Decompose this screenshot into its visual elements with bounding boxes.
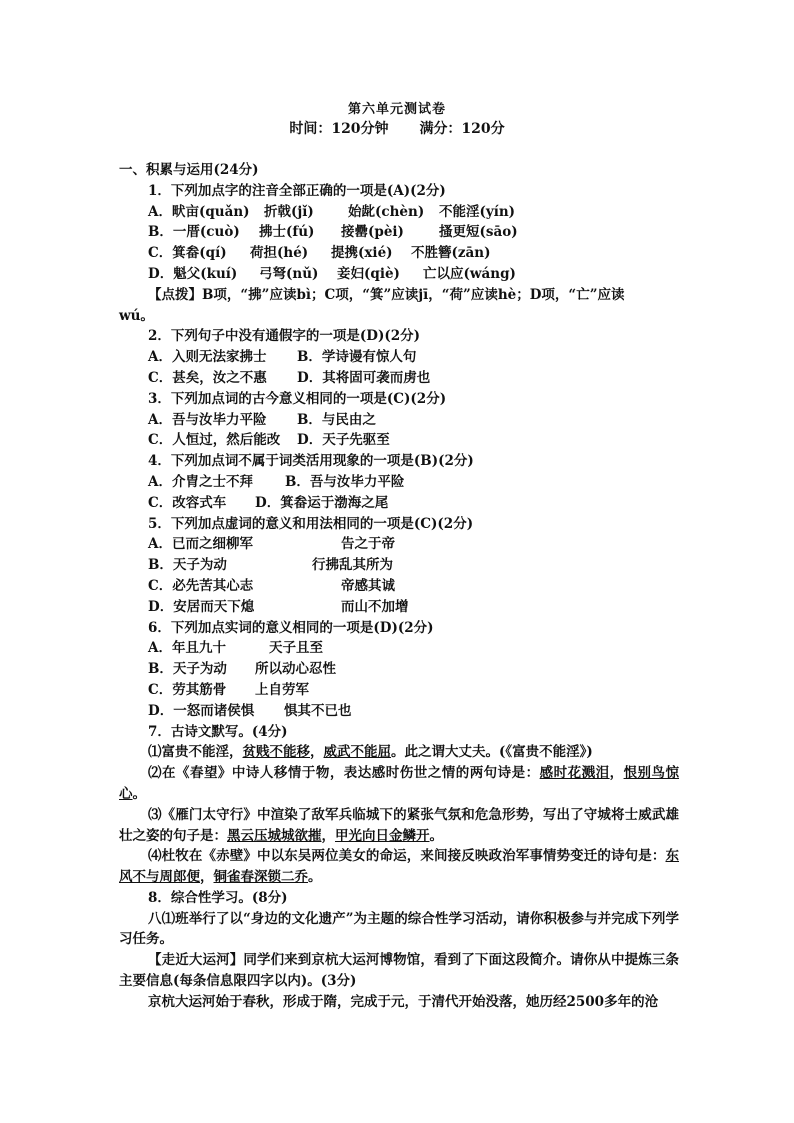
q3-option-d: D．天子先驱至 <box>297 432 390 449</box>
question-7-item-1 <box>119 742 679 763</box>
q6-c-right: 上自劳军 <box>255 681 309 698</box>
page-title: 第六单元测试卷 <box>347 102 446 117</box>
question-3-options-ab <box>119 410 679 431</box>
full-score: 满分：120分 <box>419 121 505 137</box>
q1-a-1: A．畎亩(quǎn) <box>148 203 250 220</box>
q3-option-c: C．人恒过，然后能改 <box>148 432 281 449</box>
q7-2-answer-2: 恨别鸟惊心 <box>119 765 680 802</box>
q6-c-left: C．劳其筋骨 <box>148 681 227 698</box>
question-7-item-3 <box>119 805 679 847</box>
q5-d-left: D．安居而天下熄 <box>148 598 255 615</box>
question-3-stem: 3．下列加点词的古今意义相同的一项是(C)(2分) <box>148 390 447 407</box>
q4-option-c: C．改容式车 <box>148 494 227 511</box>
q4-option-a: A．介胄之士不拜 <box>148 473 253 490</box>
q1-d-4: 亡以应(wáng) <box>423 265 516 282</box>
question-6-option-c <box>119 680 679 701</box>
q5-a-right: 告之于帝 <box>341 536 395 553</box>
question-7-item-4 <box>119 846 679 888</box>
q1-a-2: 折戟(jǐ) <box>264 203 314 220</box>
q3-option-b: B．与民由之 <box>297 411 376 428</box>
question-2-options-ab <box>119 347 679 368</box>
question-5-stem: 5．下列加点虚词的意义和用法相同的一项是(C)(2分) <box>148 515 474 532</box>
question-7-item-2 <box>119 763 679 805</box>
q7-3-text: ⑶《雁门太守行》中渲染了敌军兵临城下的紧张气氛和危急形势，写出了守城将士威武雄壮之姿的句子是： <box>119 806 679 844</box>
q1-c-1: C．箕畚(qí) <box>148 245 227 262</box>
question-1-option-a <box>119 202 679 223</box>
q1-d-1: D．魁父(kuí) <box>148 265 238 282</box>
q4-option-b: B．吾与汝毕力平险 <box>285 473 405 490</box>
question-5-option-c <box>119 576 679 597</box>
q7-4-answer-1: 东风不与周郎便 <box>119 848 679 886</box>
question-1-stem: 1．下列加点字的注音全部正确的一项是(A)(2分) <box>148 182 446 199</box>
q5-c-left: C．必先苦其心志 <box>148 577 254 594</box>
q5-b-right: 行拂乱其所为 <box>312 557 393 574</box>
question-2-options-cd <box>119 368 679 389</box>
q2-option-b: B．学诗谩有惊人句 <box>297 349 417 366</box>
q2-option-c: C．甚矣，汝之不惠 <box>148 369 267 386</box>
time-limit: 时间：120分钟 <box>289 121 389 137</box>
q7-3-comma: ， <box>321 827 335 844</box>
question-1-note: 【点拨】B项，“拂”应读bì；C项，“箕”应读jī，“荷”应读hè；D项，“亡”应读 <box>148 286 625 303</box>
q1-b-4: 搔更短(sāo) <box>439 224 518 241</box>
q1-b-1: B．一厝(cuò) <box>148 224 240 241</box>
q6-a-right: 天子且至 <box>269 640 323 657</box>
q7-1-answer-2: 威武不能屈 <box>323 744 391 761</box>
q1-d-2: 弓弩(nǔ) <box>259 265 319 282</box>
q3-option-a: A．吾与汝毕力平险 <box>148 411 267 428</box>
q7-2-text: ⑵在《春望》中诗人移情于物，表达感时伤世之情的两句诗是： <box>148 765 540 782</box>
question-8-stem: 8．综合性学习。(8分) <box>148 889 288 906</box>
q6-a-left: A．年且九十 <box>148 640 226 657</box>
q6-b-right: 所以动心忍性 <box>255 661 336 678</box>
question-4-options-cd <box>119 493 679 514</box>
question-1-option-d <box>119 264 679 285</box>
question-3-options-cd <box>119 430 679 451</box>
q7-3-answer-2: 甲光向日金鳞开 <box>335 827 430 844</box>
q7-4-tail: 。 <box>308 869 322 886</box>
q7-1-answer-1: 贫贱不能移 <box>242 744 310 761</box>
question-6-option-a <box>119 638 679 659</box>
question-6-option-b <box>119 659 679 680</box>
q1-a-4: 不能淫(yín) <box>439 203 516 220</box>
q7-1-text: ⑴富贵不能淫， <box>148 744 243 761</box>
q5-b-left: B．天子为动 <box>148 557 227 574</box>
q7-3-answer-1: 黑云压城城欲摧 <box>227 827 322 844</box>
question-7-stem: 7．古诗文默写。(4分) <box>148 723 288 740</box>
question-1-option-c <box>119 243 679 264</box>
q7-2-comma: ， <box>609 765 624 782</box>
q7-2-answer-1: 感时花溅泪 <box>539 765 610 782</box>
q1-c-4: 不胜簪(zān) <box>411 245 491 262</box>
q7-2-tail: 。 <box>132 785 146 802</box>
q1-d-3: 妾妇(qiè) <box>337 265 400 282</box>
q2-option-d: D．其将固可袭而虏也 <box>297 369 431 386</box>
question-6-stem: 6．下列加点实词的意义相同的一项是(D)(2分) <box>148 619 434 636</box>
exam-info <box>0 118 794 138</box>
q7-4-text: ⑷杜牧在《赤壁》中以东吴两位美女的命运，来间接反映政治军事情势变迁的诗句是： <box>148 848 666 865</box>
q1-c-2: 荷担(hé) <box>250 245 309 262</box>
question-8-task: 【走近大运河】同学们来到京杭大运河博物馆，看到了下面这段简介。请你从中提炼三条主要信息(每条信息限四字以内)。(3分) <box>119 952 679 990</box>
question-1-note-cont: wú。 <box>119 307 154 324</box>
question-4-stem: 4．下列加点词不属于词类活用现象的一项是(B)(2分) <box>148 453 474 470</box>
q5-c-right: 帝感其诚 <box>341 577 395 594</box>
q4-option-d: D．箕畚运于渤海之尾 <box>255 494 389 511</box>
question-8-passage: 京杭大运河始于春秋，形成于隋，完成于元，于清代开始没落，她历经2500多年的沧 <box>148 993 659 1010</box>
q7-1-comma: ， <box>310 744 324 761</box>
question-5-option-d <box>119 597 679 618</box>
q7-1-tail: 。此之谓大丈夫。(《富贵不能淫》) <box>391 744 593 761</box>
q1-a-3: 始龀(chèn) <box>348 203 425 220</box>
question-2-stem: 2．下列句子中没有通假字的一项是(D)(2分) <box>148 328 421 345</box>
question-8-intro: 八⑴班举行了以“身边的文化遗产”为主题的综合性学习活动，请你积极参与并完成下列学习任务。 <box>119 910 679 948</box>
q1-c-3: 提携(xié) <box>331 245 393 262</box>
q5-d-right: 而山不加增 <box>341 598 409 615</box>
q7-4-comma: ， <box>200 869 214 886</box>
question-1-option-b <box>119 222 679 243</box>
q5-a-left: A．已而之细柳军 <box>148 536 253 553</box>
question-4-options-ab <box>119 472 679 493</box>
section-title: 一、积累与运用(24分) <box>119 162 259 178</box>
q7-4-answer-2: 铜雀春深锁二乔 <box>213 869 308 886</box>
q6-d-left: D．一怒而诸侯惧 <box>148 702 255 719</box>
question-5-option-b <box>119 555 679 576</box>
question-5-option-a <box>119 534 679 555</box>
question-6-option-d <box>119 701 679 722</box>
q2-option-a: A．入则无法家拂士 <box>148 349 267 366</box>
q6-b-left: B．天子为动 <box>148 661 227 678</box>
exam-content <box>119 160 679 1013</box>
q1-b-3: 接罍(pèi) <box>341 224 404 241</box>
q6-d-right: 惧其不已也 <box>284 702 352 719</box>
q7-3-tail: 。 <box>429 827 443 844</box>
q1-b-2: 拂士(fú) <box>259 224 315 241</box>
